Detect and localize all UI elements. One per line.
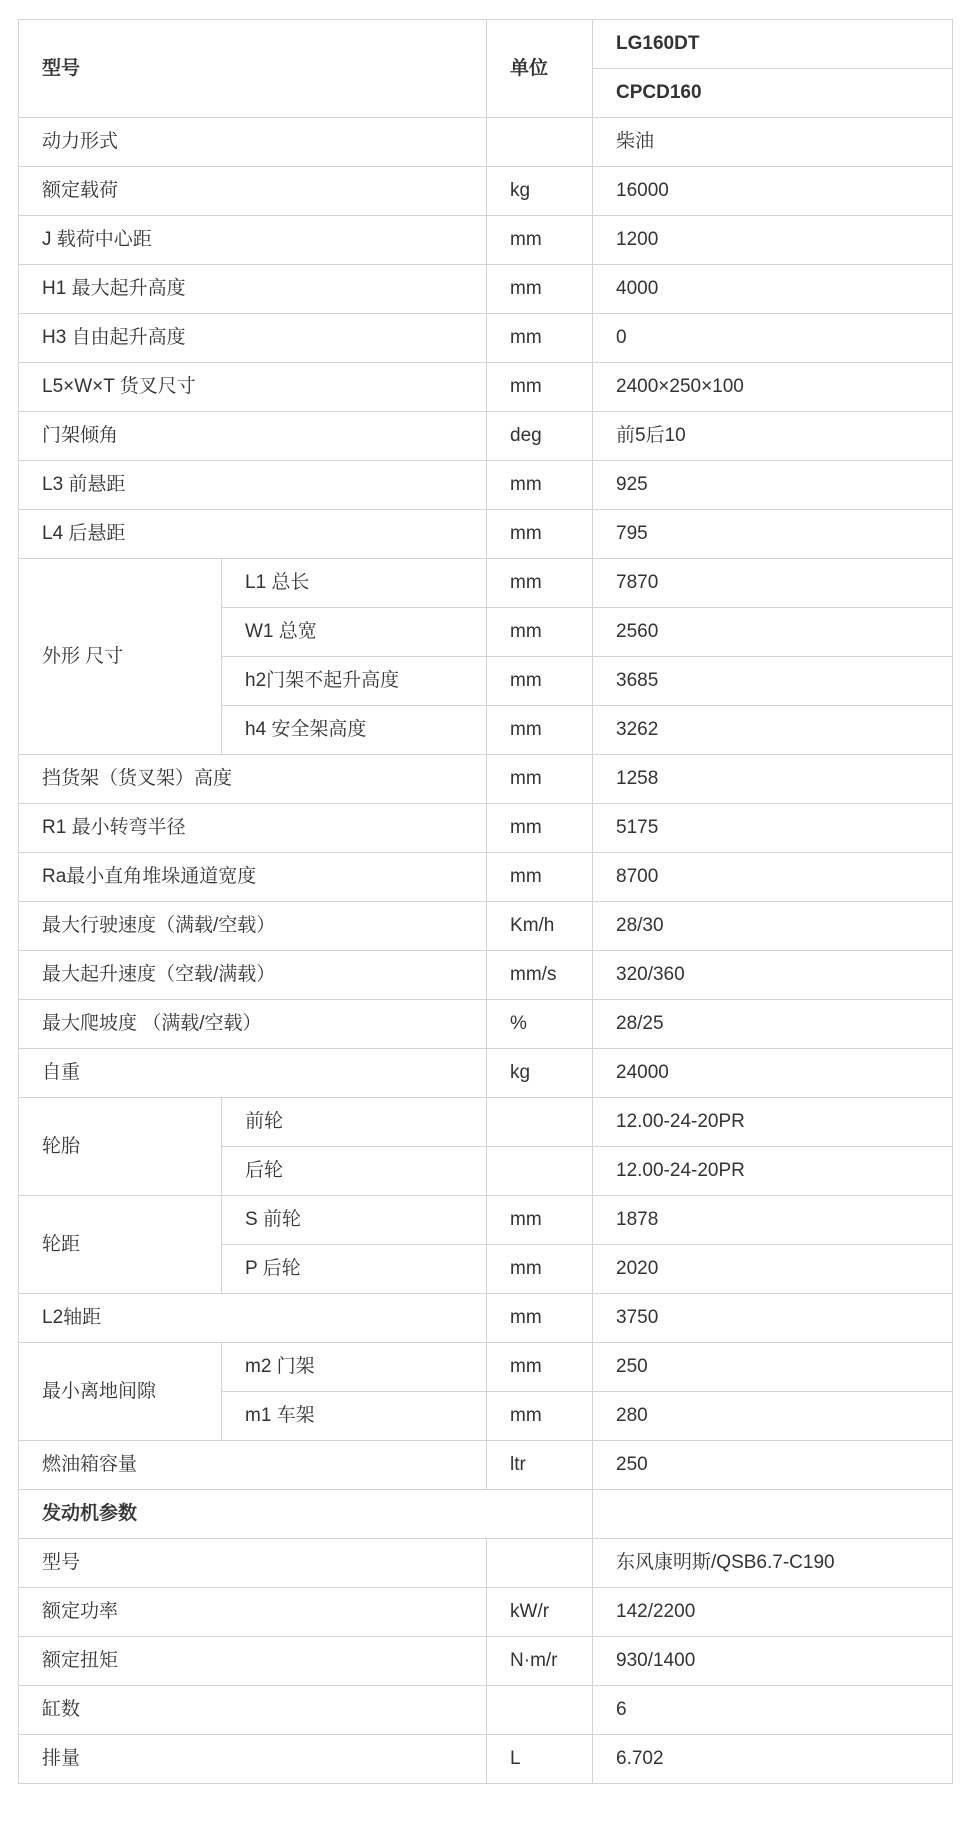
row-unit — [487, 1539, 593, 1588]
row-label: 最大爬坡度 （满载/空载） — [19, 1000, 487, 1049]
row-label: 门架倾角 — [19, 412, 487, 461]
row-label: 排量 — [19, 1735, 487, 1784]
row-unit: mm — [487, 265, 593, 314]
row-unit: mm — [487, 314, 593, 363]
group-label: 轮胎 — [19, 1098, 222, 1196]
header-model-label: 型号 — [19, 20, 487, 118]
table-row — [19, 804, 953, 853]
table-row — [19, 902, 953, 951]
row-label: 型号 — [19, 1539, 487, 1588]
row-unit — [487, 1147, 593, 1196]
row-value: 930/1400 — [593, 1637, 953, 1686]
row-unit — [487, 118, 593, 167]
row-label: h4 安全架高度 — [222, 706, 487, 755]
engine-section-title: 发动机参数 — [19, 1490, 593, 1539]
row-value: 24000 — [593, 1049, 953, 1098]
row-unit: mm/s — [487, 951, 593, 1000]
table-row — [19, 265, 953, 314]
table-row — [19, 1049, 953, 1098]
row-value: 142/2200 — [593, 1588, 953, 1637]
row-unit: mm — [487, 657, 593, 706]
row-value: 2400×250×100 — [593, 363, 953, 412]
row-value: 1878 — [593, 1196, 953, 1245]
table-row — [19, 461, 953, 510]
row-value: 柴油 — [593, 118, 953, 167]
row-unit: mm — [487, 363, 593, 412]
row-label: 最大起升速度（空载/满载） — [19, 951, 487, 1000]
row-value: 795 — [593, 510, 953, 559]
table-row — [19, 1588, 953, 1637]
row-label: H1 最大起升高度 — [19, 265, 487, 314]
row-label: J 载荷中心距 — [19, 216, 487, 265]
row-label: 自重 — [19, 1049, 487, 1098]
row-value: 12.00-24-20PR — [593, 1098, 953, 1147]
row-label: L1 总长 — [222, 559, 487, 608]
row-value: 5175 — [593, 804, 953, 853]
row-value: 1200 — [593, 216, 953, 265]
row-value: 6.702 — [593, 1735, 953, 1784]
row-value: 3750 — [593, 1294, 953, 1343]
table-row — [19, 1343, 953, 1392]
row-label: H3 自由起升高度 — [19, 314, 487, 363]
row-unit: mm — [487, 1392, 593, 1441]
row-label: 额定扭矩 — [19, 1637, 487, 1686]
group-label: 外形 尺寸 — [19, 559, 222, 755]
row-unit: mm — [487, 853, 593, 902]
row-unit: mm — [487, 1343, 593, 1392]
table-row — [19, 1196, 953, 1245]
table-row — [19, 412, 953, 461]
row-value: 28/30 — [593, 902, 953, 951]
row-label: 燃油箱容量 — [19, 1441, 487, 1490]
group-label: 轮距 — [19, 1196, 222, 1294]
row-value: 250 — [593, 1343, 953, 1392]
row-value: 320/360 — [593, 951, 953, 1000]
row-unit: N·m/r — [487, 1637, 593, 1686]
row-unit: mm — [487, 755, 593, 804]
row-value: 28/25 — [593, 1000, 953, 1049]
table-row — [19, 1637, 953, 1686]
row-unit: Km/h — [487, 902, 593, 951]
row-unit: mm — [487, 510, 593, 559]
row-value: 12.00-24-20PR — [593, 1147, 953, 1196]
header-model-1: LG160DT — [593, 20, 953, 69]
row-value: 8700 — [593, 853, 953, 902]
row-label: m2 门架 — [222, 1343, 487, 1392]
row-unit: mm — [487, 1294, 593, 1343]
row-value: 1258 — [593, 755, 953, 804]
row-unit: kW/r — [487, 1588, 593, 1637]
row-label: P 后轮 — [222, 1245, 487, 1294]
table-row — [19, 951, 953, 1000]
table-row — [19, 1098, 953, 1147]
row-unit: mm — [487, 1245, 593, 1294]
empty-cell — [593, 1490, 953, 1539]
row-label: Ra最小直角堆垛通道宽度 — [19, 853, 487, 902]
table-row — [19, 118, 953, 167]
table-row — [19, 559, 953, 608]
row-label: h2门架不起升高度 — [222, 657, 487, 706]
row-unit: mm — [487, 216, 593, 265]
row-value: 2020 — [593, 1245, 953, 1294]
table-row — [19, 510, 953, 559]
section-header-row — [19, 1490, 953, 1539]
row-label: R1 最小转弯半径 — [19, 804, 487, 853]
row-label: 额定功率 — [19, 1588, 487, 1637]
row-unit: mm — [487, 1196, 593, 1245]
row-label: L4 后悬距 — [19, 510, 487, 559]
row-unit: mm — [487, 608, 593, 657]
group-label: 最小离地间隙 — [19, 1343, 222, 1441]
row-value: 6 — [593, 1686, 953, 1735]
row-label: m1 车架 — [222, 1392, 487, 1441]
header-model-2: CPCD160 — [593, 69, 953, 118]
table-row — [19, 167, 953, 216]
row-unit: kg — [487, 167, 593, 216]
row-label: L3 前悬距 — [19, 461, 487, 510]
table-row — [19, 853, 953, 902]
row-unit — [487, 1098, 593, 1147]
spec-table — [18, 19, 953, 1784]
row-value: 东风康明斯/QSB6.7-C190 — [593, 1539, 953, 1588]
row-label: 额定载荷 — [19, 167, 487, 216]
row-value: 16000 — [593, 167, 953, 216]
row-value: 3685 — [593, 657, 953, 706]
row-label: 后轮 — [222, 1147, 487, 1196]
table-row — [19, 216, 953, 265]
row-unit: mm — [487, 804, 593, 853]
row-value: 250 — [593, 1441, 953, 1490]
table-row — [19, 1735, 953, 1784]
table-row — [19, 1539, 953, 1588]
table-row — [19, 755, 953, 804]
table-row — [19, 314, 953, 363]
table-row — [19, 363, 953, 412]
row-value: 925 — [593, 461, 953, 510]
row-unit: deg — [487, 412, 593, 461]
header-unit-label: 单位 — [487, 20, 593, 118]
row-label: 动力形式 — [19, 118, 487, 167]
row-label: L2轴距 — [19, 1294, 487, 1343]
table-row — [19, 1294, 953, 1343]
row-unit: mm — [487, 461, 593, 510]
row-unit: mm — [487, 706, 593, 755]
row-label: 前轮 — [222, 1098, 487, 1147]
table-row — [19, 1441, 953, 1490]
row-value: 0 — [593, 314, 953, 363]
row-value: 7870 — [593, 559, 953, 608]
row-label: L5×W×T 货叉尺寸 — [19, 363, 487, 412]
row-label: 挡货架（货叉架）高度 — [19, 755, 487, 804]
row-label: 缸数 — [19, 1686, 487, 1735]
row-unit: ltr — [487, 1441, 593, 1490]
table-row — [19, 1686, 953, 1735]
row-label: S 前轮 — [222, 1196, 487, 1245]
row-value: 3262 — [593, 706, 953, 755]
row-unit: kg — [487, 1049, 593, 1098]
row-unit: mm — [487, 559, 593, 608]
row-unit — [487, 1686, 593, 1735]
row-label: 最大行驶速度（满载/空载） — [19, 902, 487, 951]
row-unit: L — [487, 1735, 593, 1784]
table-header-row — [19, 20, 953, 69]
row-value: 4000 — [593, 265, 953, 314]
row-label: W1 总宽 — [222, 608, 487, 657]
table-row — [19, 1000, 953, 1049]
row-value: 前5后10 — [593, 412, 953, 461]
row-value: 280 — [593, 1392, 953, 1441]
row-unit: % — [487, 1000, 593, 1049]
row-value: 2560 — [593, 608, 953, 657]
